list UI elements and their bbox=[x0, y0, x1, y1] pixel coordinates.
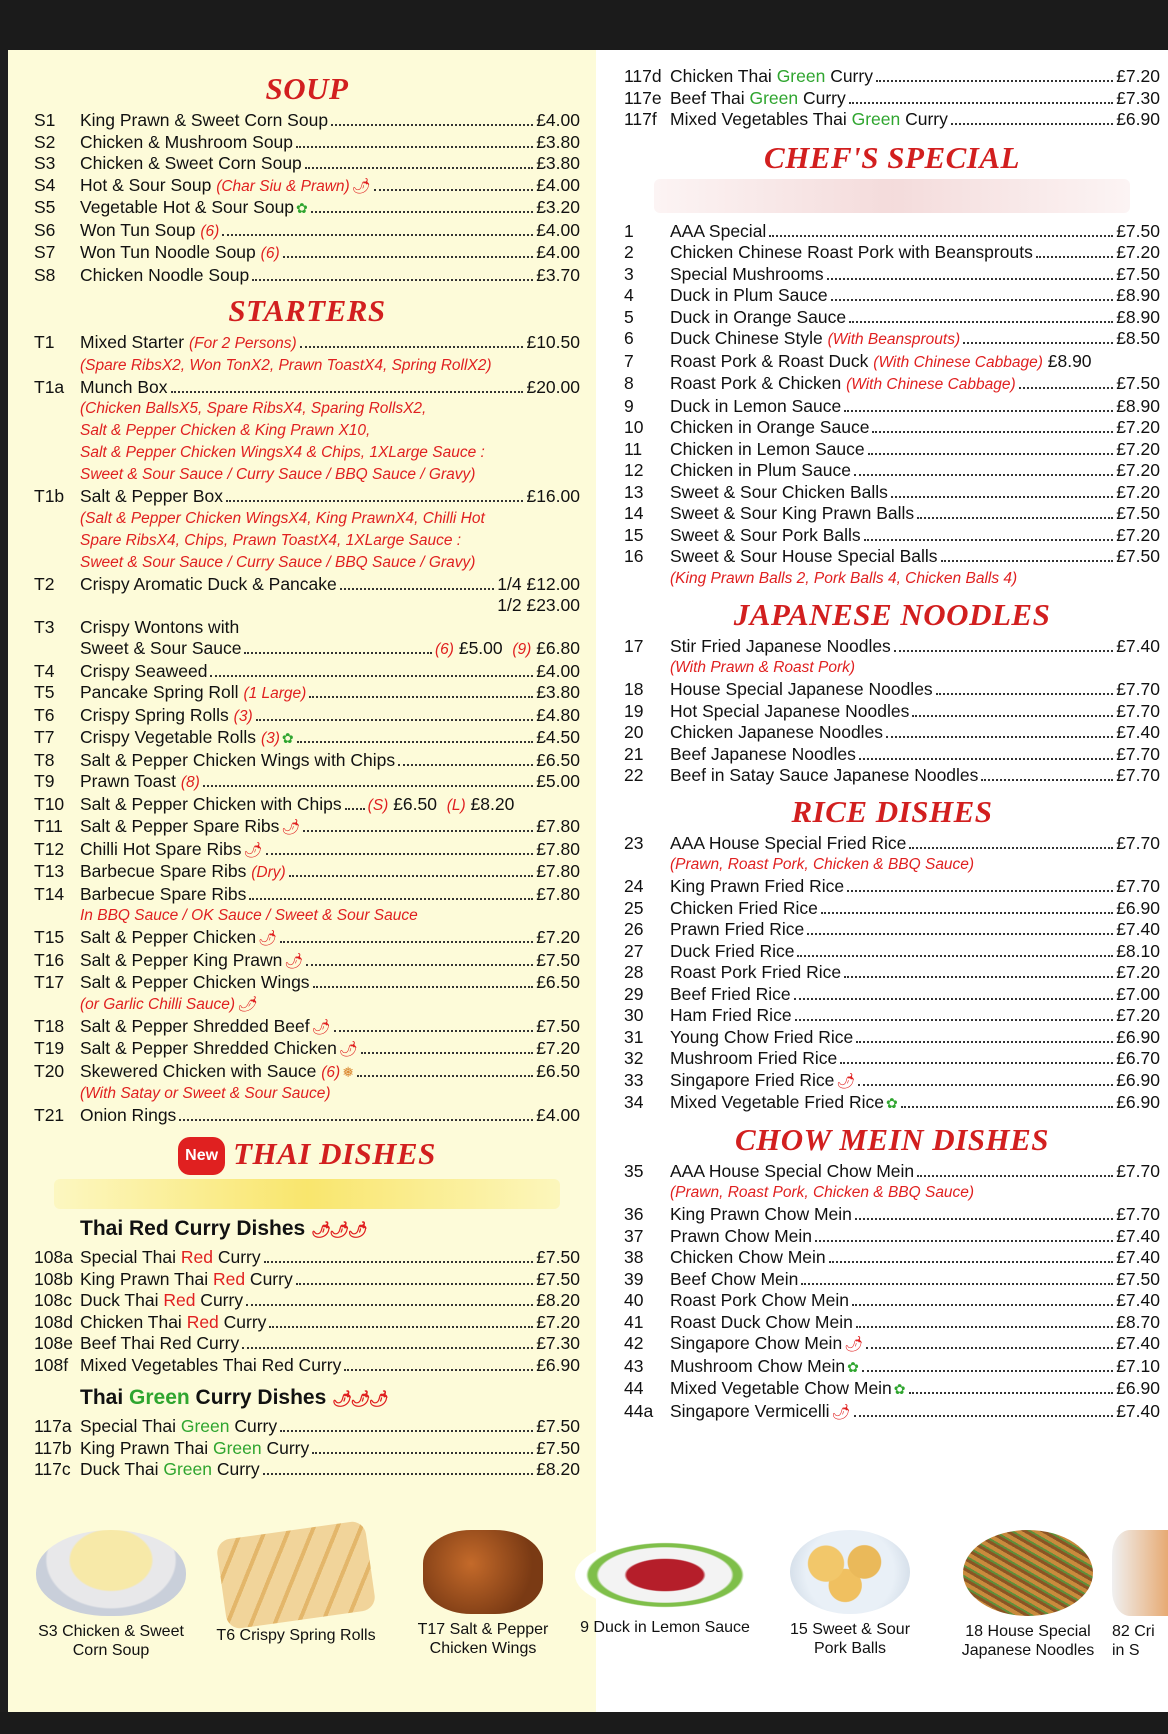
photo-tile bbox=[26, 1530, 196, 1660]
item-note: (With Prawn & Roast Pork) bbox=[670, 659, 856, 676]
item-note: (Spare RibsX2, Won TonX2, Prawn ToastX4, Spring RollX2) bbox=[80, 356, 492, 374]
menu-item: 10 Chicken in Orange Sauce £7.20 bbox=[624, 417, 1160, 437]
menu-item: T14 Barbecue Spare Ribs £7.80 bbox=[34, 883, 580, 904]
chili-icon: 🌶🌶🌶 bbox=[332, 1391, 388, 1409]
menu-item: 4 Duck in Plum Sauce £8.90 bbox=[624, 285, 1160, 305]
item-note: (Prawn, Roast Pork, Chicken & BBQ Sauce) bbox=[670, 856, 975, 873]
menu-item: 5 Duck in Orange Sauce £8.90 bbox=[624, 306, 1160, 327]
photo-caption: Pork Balls bbox=[813, 1640, 887, 1657]
nut-icon: ❅ bbox=[342, 1063, 354, 1080]
spring-rolls-photo bbox=[215, 1520, 376, 1630]
leaf-icon: ✿ bbox=[847, 1358, 859, 1375]
menu-item: T6 Crispy Spring Rolls (3) £4.80 bbox=[34, 704, 580, 725]
item-note: In BBQ Sauce / OK Sauce / Sweet & Sour Sauce bbox=[80, 907, 418, 924]
photo-tile bbox=[572, 1530, 758, 1637]
green-curry-list-continued bbox=[624, 66, 1160, 131]
menu-item: 24 King Prawn Fried Rice £7.70 bbox=[624, 876, 1160, 896]
green-curry-subheading: Thai Green Curry Dishes 🌶🌶🌶 bbox=[80, 1386, 388, 1410]
chili-icon: 🌶 bbox=[258, 930, 278, 947]
menu-left-panel bbox=[8, 50, 596, 1712]
item-extra-price: 1/2 £23.00 bbox=[497, 595, 580, 615]
menu-item: 11 Chicken in Lemon Sauce £7.20 bbox=[624, 438, 1160, 459]
menu-item: 29 Beef Fried Rice £7.00 bbox=[624, 983, 1160, 1004]
menu-item: 117c Duck Thai Green Curry £8.20 bbox=[34, 1459, 580, 1480]
menu-item: 108c Duck Thai Red Curry £8.20 bbox=[34, 1290, 580, 1311]
chili-icon: 🌶 bbox=[844, 1336, 864, 1353]
menu-item: 15 Sweet & Sour Pork Balls £7.20 bbox=[624, 524, 1160, 545]
red-curry-list bbox=[34, 1247, 580, 1376]
photo-tile bbox=[780, 1530, 920, 1658]
menu-item: T5 Pancake Spring Roll (1 Large) £3.80 bbox=[34, 682, 580, 702]
menu-item: 117b King Prawn Thai Green Curry £7.50 bbox=[34, 1437, 580, 1458]
menu-item: T18 Salt & Pepper Shredded Beef 🌶 £7.50 bbox=[34, 1016, 580, 1039]
rice-dishes-heading: RICE DISHES bbox=[791, 793, 993, 829]
chili-icon: 🌶 bbox=[338, 1041, 358, 1058]
menu-item: 117d Chicken Thai Green Curry £7.20 bbox=[624, 66, 1160, 86]
menu-item: 40 Roast Pork Chow Mein £7.40 bbox=[624, 1290, 1160, 1310]
pork-balls-photo bbox=[790, 1530, 910, 1614]
leaf-icon: ✿ bbox=[296, 200, 308, 216]
chili-icon: 🌶 bbox=[237, 995, 257, 1013]
menu-right-panel bbox=[596, 50, 1168, 1712]
photo-caption: Chicken Wings bbox=[429, 1640, 537, 1657]
menu-item: T16 Salt & Pepper King Prawn 🌶 £7.50 bbox=[34, 950, 580, 973]
starters-list bbox=[34, 332, 580, 1127]
chefs-special-list bbox=[624, 221, 1160, 590]
item-note: (Chicken BallsX5, Spare RibsX4, Sparing RollsX2, bbox=[80, 400, 427, 417]
menu-item-continued: Sweet & Sour Sauce (6) £5.00 (9) £6.80 bbox=[80, 638, 580, 658]
starters-heading: STARTERS bbox=[228, 293, 386, 328]
soup-list bbox=[34, 110, 580, 286]
chili-icon: 🌶 bbox=[831, 1403, 851, 1421]
rice-dishes-list bbox=[624, 833, 1160, 1115]
blurred-note bbox=[654, 179, 1130, 213]
item-note: (Salt & Pepper Chicken WingsX4, King PrawnX4, Chilli Hot bbox=[80, 509, 485, 527]
menu-item: 117e Beef Thai Green Curry £7.30 bbox=[624, 87, 1160, 108]
menu-item: 9 Duck in Lemon Sauce £8.90 bbox=[624, 395, 1160, 416]
menu-item: 30 Ham Fried Rice £7.20 bbox=[624, 1005, 1160, 1025]
chili-icon: 🌶 bbox=[284, 952, 304, 970]
menu-item: 18 House Special Japanese Noodles £7.70 bbox=[624, 679, 1160, 699]
menu-item: 117f Mixed Vegetables Thai Green Curry £6.90 bbox=[624, 109, 1160, 129]
chefs-special-heading: CHEF'S SPECIAL bbox=[764, 139, 1020, 175]
menu-item: 17 Stir Fried Japanese Noodles £7.40 bbox=[624, 635, 1160, 656]
chili-icon: 🌶 bbox=[311, 1018, 331, 1036]
menu-item: 25 Chicken Fried Rice £6.90 bbox=[624, 897, 1160, 918]
menu-item: 21 Beef Japanese Noodles £7.70 bbox=[624, 743, 1160, 764]
menu-item: 27 Duck Fried Rice £8.10 bbox=[624, 940, 1160, 961]
chili-icon: 🌶 bbox=[836, 1072, 856, 1090]
chili-icon: 🌶 bbox=[281, 819, 301, 836]
chicken-wings-photo bbox=[423, 1530, 543, 1614]
menu-item: T4 Crispy Seaweed £4.00 bbox=[34, 660, 580, 681]
menu-item: 7 Roast Pork & Roast Duck (With Chinese Cabbage) £8.90 bbox=[624, 350, 1092, 371]
menu-item: 19 Hot Special Japanese Noodles £7.70 bbox=[624, 700, 1160, 721]
menu-item: T11 Salt & Pepper Spare Ribs 🌶 £7.80 bbox=[34, 816, 580, 839]
menu-item: 1 AAA Special £7.50 bbox=[624, 220, 1160, 241]
menu-item: 108b King Prawn Thai Red Curry £7.50 bbox=[34, 1268, 580, 1289]
photo-caption: 9 Duck in Lemon Sauce bbox=[580, 1619, 750, 1636]
menu-item: S2 Chicken & Mushroom Soup £3.80 bbox=[34, 131, 580, 152]
menu-item: 108a Special Thai Red Curry £7.50 bbox=[34, 1247, 580, 1268]
photo-caption: 18 House Special bbox=[965, 1623, 1091, 1640]
item-note: (or Garlic Chilli Sauce) 🌶 bbox=[80, 995, 257, 1013]
food-photo-strip bbox=[8, 1530, 1168, 1712]
menu-item: 23 AAA House Special Fried Rice £7.70 bbox=[624, 832, 1160, 853]
item-note: Salt & Pepper Chicken WingsX4 & Chips, 1XLarge Sauce : bbox=[80, 444, 485, 461]
menu-item: 2 Chicken Chinese Roast Pork with Beansprouts £7.20 bbox=[624, 242, 1160, 262]
menu-item: S1 King Prawn & Sweet Corn Soup £4.00 bbox=[34, 110, 580, 130]
photo-tile bbox=[206, 1530, 386, 1645]
menu-item: 44 Mixed Vegetable Chow Mein ✿ £6.90 bbox=[624, 1378, 1160, 1401]
green-curry-list bbox=[34, 1416, 580, 1481]
menu-item: T2 Crispy Aromatic Duck & Pancake 1/4 £12.00 bbox=[34, 573, 580, 594]
menu-item: T1a Munch Box £20.00 bbox=[34, 376, 580, 397]
menu-item: 37 Prawn Chow Mein £7.40 bbox=[624, 1225, 1160, 1246]
menu-item: 32 Mushroom Fried Rice £6.70 bbox=[624, 1048, 1160, 1068]
left-column bbox=[34, 50, 580, 1481]
menu-item: 8 Roast Pork & Chicken (With Chinese Cabbage) £7.50 bbox=[624, 373, 1160, 393]
photo-caption: in S bbox=[1112, 1642, 1140, 1659]
menu-item: T1b Salt & Pepper Box £16.00 bbox=[34, 486, 580, 506]
menu-item: 12 Chicken in Plum Sauce £7.20 bbox=[624, 460, 1160, 480]
menu-item: 6 Duck Chinese Style (With Beansprouts) £8.50 bbox=[624, 328, 1160, 348]
thai-heading: New THAI DISHES bbox=[34, 1137, 580, 1176]
item-note: Salt & Pepper Chicken & King Prawn X10, bbox=[80, 422, 371, 439]
item-note: Spare RibsX4, Chips, Prawn ToastX4, 1XLarge Sauce : bbox=[80, 531, 462, 549]
menu-item: 108d Chicken Thai Red Curry £7.20 bbox=[34, 1311, 580, 1332]
photo-caption: 15 Sweet & Sour bbox=[789, 1621, 911, 1638]
photo-caption: Japanese Noodles bbox=[961, 1642, 1095, 1659]
menu-item: 38 Chicken Chow Mein £7.40 bbox=[624, 1247, 1160, 1267]
item-note: Sweet & Sour Sauce / Curry Sauce / BBQ Sauce / Gravy) bbox=[80, 466, 476, 483]
menu-item: S8 Chicken Noodle Soup £3.70 bbox=[34, 264, 580, 285]
photo-caption: T17 Salt & Pepper bbox=[417, 1621, 549, 1638]
menu-item: 39 Beef Chow Mein £7.50 bbox=[624, 1268, 1160, 1289]
menu-item: T9 Prawn Toast (8) £5.00 bbox=[34, 771, 580, 791]
menu-item: S7 Won Tun Noodle Soup (6) £4.00 bbox=[34, 242, 580, 262]
menu-item: T20 Skewered Chicken with Sauce (6) ❅ £6.50 bbox=[34, 1061, 580, 1084]
leaf-icon: ✿ bbox=[886, 1095, 898, 1111]
chili-icon: 🌶 bbox=[351, 177, 371, 195]
japanese-noodles-list bbox=[624, 636, 1160, 787]
item-note: (King Prawn Balls 2, Pork Balls 4, Chicken Balls 4) bbox=[670, 569, 1018, 587]
leaf-icon: ✿ bbox=[893, 1381, 906, 1397]
new-badge: New bbox=[178, 1137, 225, 1175]
menu-item: 108e Beef Thai Red Curry £7.30 bbox=[34, 1333, 580, 1354]
duck-photo bbox=[575, 1538, 755, 1612]
menu-item: T1 Mixed Starter (For 2 Persons) £10.50 bbox=[34, 332, 580, 352]
photo-caption: 82 Cri bbox=[1112, 1623, 1155, 1640]
menu-item: 43 Mushroom Chow Mein ✿ £7.10 bbox=[624, 1356, 1160, 1379]
menu-item: S3 Chicken & Sweet Corn Soup £3.80 bbox=[34, 153, 580, 173]
menu-item: S4 Hot & Sour Soup (Char Siu & Prawn) 🌶 £4.00 bbox=[34, 175, 580, 198]
menu-item: T8 Salt & Pepper Chicken Wings with Chips £6.50 bbox=[34, 749, 580, 770]
menu-item: T13 Barbecue Spare Ribs (Dry) £7.80 bbox=[34, 861, 580, 881]
photo-tile bbox=[1112, 1530, 1168, 1660]
menu-item: 16 Sweet & Sour House Special Balls £7.50 bbox=[624, 546, 1160, 566]
menu-item: 34 Mixed Vegetable Fried Rice ✿ £6.90 bbox=[624, 1092, 1160, 1115]
chili-icon: 🌶 bbox=[243, 841, 263, 859]
photo-caption: Corn Soup bbox=[72, 1642, 150, 1659]
photo-caption: T6 Crispy Spring Rolls bbox=[216, 1627, 376, 1644]
menu-item: T17 Salt & Pepper Chicken Wings £6.50 bbox=[34, 972, 580, 992]
soup-heading: SOUP bbox=[265, 71, 349, 106]
photo-tile bbox=[408, 1530, 558, 1658]
photo-tile bbox=[948, 1530, 1108, 1660]
menu-item: T15 Salt & Pepper Chicken 🌶 £7.20 bbox=[34, 927, 580, 950]
chili-icon: 🌶🌶🌶 bbox=[311, 1222, 367, 1240]
menu-item: 36 King Prawn Chow Mein £7.70 bbox=[624, 1204, 1160, 1224]
top-border bbox=[0, 0, 1168, 50]
japanese-noodles-heading: JAPANESE NOODLES bbox=[733, 596, 1051, 632]
menu-item: T7 Crispy Vegetable Rolls (3) ✿ £4.50 bbox=[34, 727, 580, 750]
menu-item: 42 Singapore Chow Mein 🌶 £7.40 bbox=[624, 1333, 1160, 1356]
menu-item: T3 Crispy Wontons with bbox=[34, 616, 240, 637]
menu-item: 33 Singapore Fried Rice 🌶 £6.90 bbox=[624, 1070, 1160, 1093]
menu-item: T19 Salt & Pepper Shredded Chicken 🌶 £7.20 bbox=[34, 1038, 580, 1061]
menu-item: 28 Roast Pork Fried Rice £7.20 bbox=[624, 962, 1160, 982]
chow-mein-list bbox=[624, 1161, 1160, 1424]
menu-item: 13 Sweet & Sour Chicken Balls £7.20 bbox=[624, 481, 1160, 502]
menu-item: 22 Beef in Satay Sauce Japanese Noodles £7.70 bbox=[624, 765, 1160, 785]
blurred-note bbox=[54, 1179, 560, 1209]
menu-item: T10 Salt & Pepper Chicken with Chips (S) £6.50 (L) £8.20 bbox=[34, 793, 515, 814]
menu-item: 26 Prawn Fried Rice £7.40 bbox=[624, 919, 1160, 939]
chow-mein-heading: CHOW MEIN DISHES bbox=[734, 1121, 1050, 1157]
right-column bbox=[624, 66, 1160, 1423]
menu-item: 31 Young Chow Fried Rice £6.90 bbox=[624, 1026, 1160, 1047]
menu-item: 35 AAA House Special Chow Mein £7.70 bbox=[624, 1160, 1160, 1181]
photo-caption: S3 Chicken & Sweet bbox=[38, 1623, 184, 1640]
menu-item: 44a Singapore Vermicelli 🌶 £7.40 bbox=[624, 1401, 1160, 1424]
menu-item: 117a Special Thai Green Curry £7.50 bbox=[34, 1416, 580, 1437]
menu-item: T21 Onion Rings £4.00 bbox=[34, 1105, 580, 1125]
menu-item: S6 Won Tun Soup (6) £4.00 bbox=[34, 219, 580, 240]
bottom-border bbox=[0, 1712, 1168, 1734]
menu-item: 41 Roast Duck Chow Mein £8.70 bbox=[624, 1311, 1160, 1332]
noodles-photo bbox=[963, 1530, 1093, 1616]
item-note: Sweet & Sour Sauce / Curry Sauce / BBQ Sauce / Gravy) bbox=[80, 553, 476, 571]
partial-dish-photo bbox=[1112, 1530, 1168, 1616]
menu-item: S5 Vegetable Hot & Sour Soup ✿ £3.20 bbox=[34, 197, 580, 220]
menu-item: 3 Special Mushrooms £7.50 bbox=[624, 263, 1160, 284]
menu-item: T12 Chilli Hot Spare Ribs 🌶 £7.80 bbox=[34, 839, 580, 862]
soup-photo bbox=[36, 1530, 186, 1616]
leaf-icon: ✿ bbox=[281, 730, 294, 746]
menu-item: 108f Mixed Vegetables Thai Red Curry £6.90 bbox=[34, 1354, 580, 1375]
item-note: (With Satay or Sweet & Sour Sauce) bbox=[80, 1085, 331, 1102]
menu-item: 14 Sweet & Sour King Prawn Balls £7.50 bbox=[624, 503, 1160, 523]
menu-item: 20 Chicken Japanese Noodles £7.40 bbox=[624, 722, 1160, 742]
red-curry-subheading: Thai Red Curry Dishes 🌶🌶🌶 bbox=[80, 1217, 367, 1241]
item-note: (Prawn, Roast Pork, Chicken & BBQ Sauce) bbox=[670, 1184, 975, 1201]
